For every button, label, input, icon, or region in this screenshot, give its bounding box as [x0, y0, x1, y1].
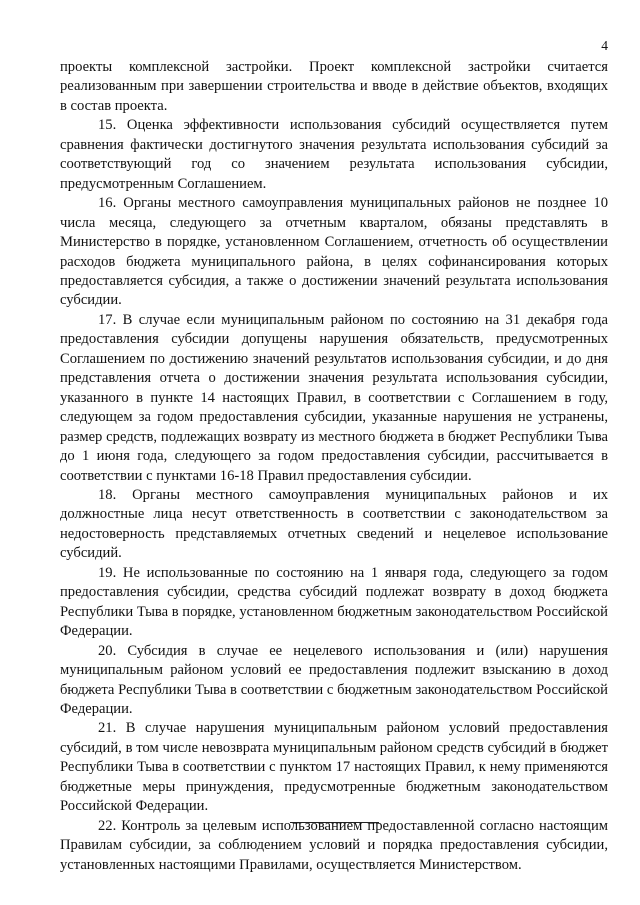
paragraph-17: 17. В случае если муниципальным районом по состоянию на 31 декабря года предоставления субсидии допущены нарушения обязательств, предусмотренных Соглашением по достижению значений результатов использования субсидии, и до дня представления отчета о достижении значения результата использования субсидии, указанного в пункте 14 настоящих Правил, в соответствии с Соглашением в году, следующем за годом предоставления субсидии, указанные нарушения не устранены, размер средств, подлежащих возврату из местного бюджета в бюджет Республики Тыва до 1 июня года, следующего за годом предоставления субсидии, рассчитывается в соответствии с пунктами 16-18 Правил предоставления субсидии. — [60, 311, 608, 484]
document-body — [60, 58, 608, 875]
paragraph-22: 22. Контроль за целевым использованием предоставленной согласно настоящим Правилам субсидии, за соблюдением условий и порядка предоставления субсидии, установленных настоящими Правилами, осуществляется Министерством. — [60, 817, 608, 873]
paragraph-21: 21. В случае нарушения муниципальным районом условий предоставления субсидий, в том числе невозврата муниципальным районом средств субсидий в бюджет Республики Тыва в соответствии с пунктом 17 настоящих Правил, к нему применяются бюджетные меры принуждения, предусмотренные бюджетным законодательством Российской Федерации. — [60, 720, 608, 815]
page-number: 4 — [601, 38, 608, 53]
end-of-document-rule — [290, 822, 379, 823]
paragraph-15: 15. Оценка эффективности использования субсидий осуществляется путем сравнения фактически достигнутого значения результата использования субсидий за соответствующий год со значением результата использования субсидии, предусмотренным Соглашением. — [60, 117, 608, 192]
paragraph-19: 19. Не использованные по состоянию на 1 января года, следующего за годом предоставления субсидии, средства субсидий подлежат возврату в доход бюджета Республики Тыва в порядке, установленном бюджетным законодательством Российской Федерации. — [60, 564, 608, 640]
paragraph-continuation: проекты комплексной застройки. Проект комплексной застройки считается реализованным при завершении строительства и вводе в действие объектов, входящих в состав проекта. — [60, 59, 608, 114]
paragraph-20: 20. Субсидия в случае ее нецелевого использования и (или) нарушения муниципальным районом условий ее предоставления подлежит взысканию в доход бюджета Республики Тыва в соответствии с бюджетным законодательством Российской Федерации. — [60, 642, 608, 717]
paragraph-16: 16. Органы местного самоуправления муниципальных районов не позднее 10 числа месяца, следующего за отчетным кварталом, обязаны представлять в Министерство в порядке, установленном Соглашением, отчетность об осуществлении расходов бюджета муниципального района, в целях софинансирования которых предоставляется субсидия, а также о достижении значений результата использования субсидии. — [60, 195, 608, 309]
paragraph-18: 18. Органы местного самоуправления муниципальных районов и их должностные лица несут ответственность в соответствии с законодательством за недостоверность представляемых отчетных сведений и нецелевое использование субсидий. — [60, 486, 608, 562]
